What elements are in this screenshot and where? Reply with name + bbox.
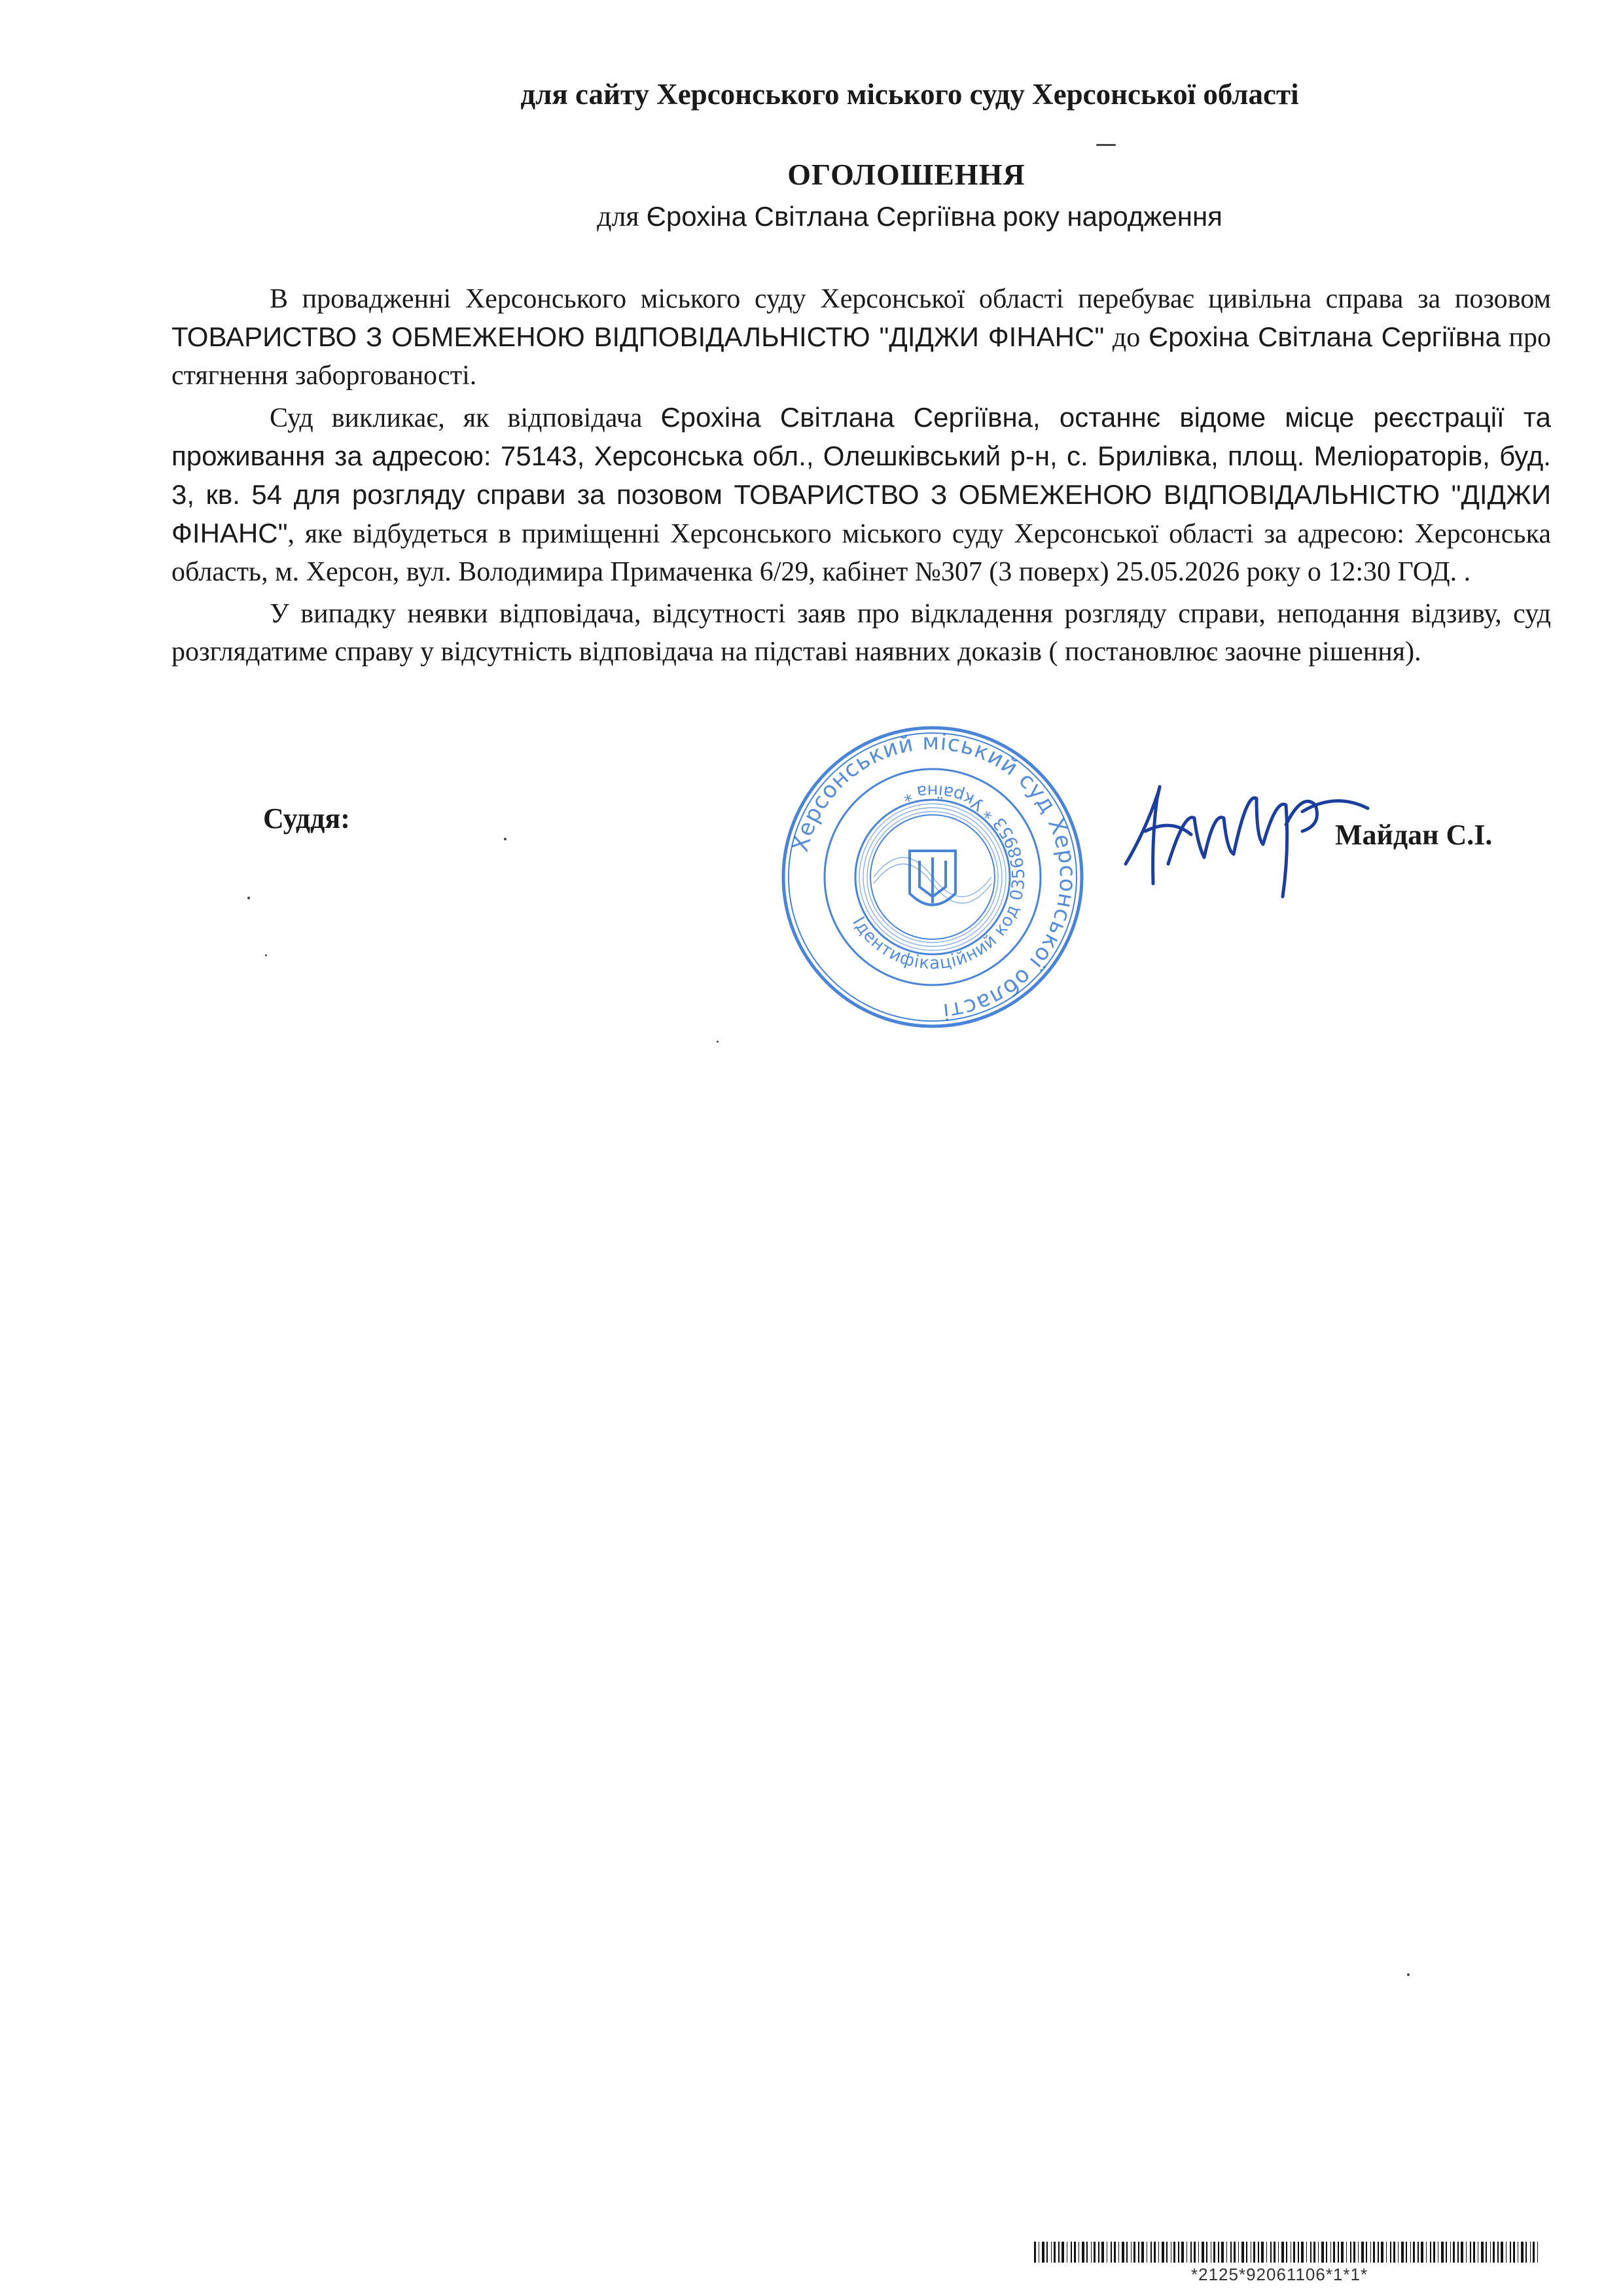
p1-text-3: про стягнення заборгованості. [171,323,1552,391]
barcode-bar [1510,2242,1511,2263]
barcode-bar [1321,2242,1324,2263]
barcode-bar [1154,2242,1156,2263]
barcode-bar [1101,2242,1104,2263]
judge-name: Майдан С.І. [1335,819,1493,851]
barcode-bar [1281,2242,1284,2263]
barcode-bar [1051,2242,1052,2263]
barcode-bar [1350,2242,1351,2263]
barcode-bar [1131,2242,1132,2263]
barcode-bar [1441,2242,1444,2263]
barcode-bar [1513,2242,1515,2263]
barcode-bar [1162,2242,1164,2263]
paragraph-summons [171,399,1551,591]
barcode-bar [1234,2242,1236,2263]
barcode-bar [1181,2242,1184,2263]
barcode-bar [1166,2242,1168,2263]
scan-speck [504,838,507,840]
p2-hearing-datetime: 25.05.2026 року о 12:30 ГОД. [1116,557,1457,587]
barcode-bar [1446,2242,1447,2263]
barcode-bar [1506,2242,1507,2263]
p2-address: 75143, Херсонська обл., Олешківський р-н, с. Брилівка, площ. Меліораторів, буд. 3, кв. 54 [171,440,1551,510]
scan-speck [247,897,250,899]
barcode-bar [1306,2242,1307,2263]
barcode-bar [1330,2242,1331,2263]
barcode-bar [1061,2242,1064,2263]
barcode-bar [1378,2242,1379,2263]
barcode-bar [1466,2242,1467,2263]
document-title: ОГОЛОШЕННЯ [787,158,1026,191]
site-header-line: для сайту Херсонського міського суду Херсонської області [520,78,1299,111]
barcode-bar [1058,2242,1060,2263]
barcode-bar [1346,2242,1347,2263]
notice-body [171,280,1551,675]
barcode-bar [1122,2242,1124,2263]
barcode-bar [1150,2242,1152,2263]
barcode-bar [1386,2242,1387,2263]
barcode-bar [1430,2242,1431,2263]
barcode-bar [1213,2242,1215,2263]
barcode-bar [1457,2242,1459,2263]
p2-text-4: , яке відбудеться в приміщенні Херсонського міського суду Херсонської області за адресою: Херсонська область, м. Херсон, вул. Володимира Примаченка 6/29, кабінет №307 (3 поверх) [171,519,1551,587]
barcode-bar [1241,2242,1244,2263]
barcode-bar [1298,2242,1299,2263]
svg-text:Херсонський міський суд Херсон: Херсонський міський суд Херсонської області [787,728,1081,1025]
p2-defendant: Єрохіна Світлана Сергіївна [660,402,1033,433]
barcode-bar [1114,2242,1116,2263]
barcode-bar [1098,2242,1099,2263]
barcode-bar [1286,2242,1287,2263]
addressee-line [0,200,1623,233]
barcode-bar [1341,2242,1344,2263]
barcode-bar [1274,2242,1275,2263]
barcode-bar [1126,2242,1128,2263]
barcode-bar [1533,2242,1535,2263]
barcode-bar [1261,2242,1264,2263]
barcode-bar [1238,2242,1239,2263]
barcode-bar [1054,2242,1056,2263]
barcode-bar [1133,2242,1135,2263]
barcode-bar [1198,2242,1199,2263]
barcode-bar [1490,2242,1491,2263]
scan-speck [1407,1973,1410,1976]
barcode-bar [1481,2242,1484,2263]
judge-signature-icon [1106,753,1381,903]
p2-text-1: Суд викликає, як відповідача [270,403,661,433]
barcode-bar [1393,2242,1395,2263]
barcode-bar [1521,2242,1524,2263]
p1-text-2: до [1104,323,1149,353]
barcode-bar [1226,2242,1227,2263]
barcode-bar [1082,2242,1084,2263]
barcode-bar [1202,2242,1204,2263]
p2-plaintiff: ТОВАРИСТВО З ОБМЕЖЕНОЮ ВІДПОВІДАЛЬНІСТЮ "ДІДЖИ ФІНАНС" [171,479,1552,548]
barcode-bar [1094,2242,1096,2263]
barcode-bar [1111,2242,1112,2263]
p1-text-1: В провадженні Херсонського міського суду Херсонської області перебуває цивільна справа за позовом [270,284,1551,314]
barcode-bar [1366,2242,1367,2263]
barcode-bar [1218,2242,1219,2263]
barcode-bar [1190,2242,1192,2263]
p2-text-3: для розгляду справи за позовом [282,479,734,510]
barcode-bar [1501,2242,1503,2263]
barcode-bar [1473,2242,1475,2263]
barcode-bar [1246,2242,1247,2263]
barcode-bar [1398,2242,1399,2263]
barcode-bar [1086,2242,1088,2263]
barcode-bar [1421,2242,1423,2263]
barcode-bar [1361,2242,1364,2263]
barcode-bar [1178,2242,1179,2263]
barcode-bar [1074,2242,1076,2263]
barcode-bar [1034,2242,1036,2263]
p1-defendant: Єрохіна Світлана Сергіївна [1148,321,1501,352]
barcode-bar [1270,2242,1272,2263]
p1-plaintiff: ТОВАРИСТВО З ОБМЕЖЕНОЮ ВІДПОВІДАЛЬНІСТЮ "ДІДЖИ ФІНАНС" [171,321,1105,352]
barcode-bar [1158,2242,1159,2263]
barcode-bar [1258,2242,1259,2263]
barcode-bar [1390,2242,1391,2263]
barcode-bar [1450,2242,1451,2263]
barcode-bar [1418,2242,1419,2263]
paragraph-proceedings [171,280,1551,395]
barcode-bar [1470,2242,1471,2263]
barcode-bar [1326,2242,1327,2263]
judge-label: Суддя: [263,802,350,834]
barcode-bar [1373,2242,1375,2263]
barcode-bar [1453,2242,1455,2263]
barcode-bar [1318,2242,1319,2263]
barcode-bar [1353,2242,1355,2263]
barcode-bar [1486,2242,1487,2263]
barcode-bar [1266,2242,1267,2263]
scan-speck [717,1041,719,1043]
paragraph-default: У випадку неявки відповідача, відсутності заяв про відкладення розгляду справи, неподання відзиву, суд розглядатиме справу у відсутність відповідача на підставі наявних доказів ( постановлює заочне рішення). [171,599,1551,667]
scan-speck [265,954,267,956]
barcode-bar [1406,2242,1407,2263]
barcode-bar [1141,2242,1144,2263]
barcode-bar [1206,2242,1207,2263]
barcode-bar [1230,2242,1232,2263]
barcode-icon [1034,2242,1538,2263]
barcode-bar [1461,2242,1463,2263]
addressee-suffix: року народження [1003,201,1222,232]
scan-speck [1096,144,1116,146]
barcode-bar [1173,2242,1175,2263]
barcode-bar [1370,2242,1371,2263]
barcode-bar [1410,2242,1411,2263]
barcode-bar [1091,2242,1092,2263]
barcode-number: *2125*92061106*1*1* [1191,2265,1368,2284]
barcode-bar [1493,2242,1495,2263]
barcode-bar [1253,2242,1255,2263]
barcode-bar [1138,2242,1139,2263]
barcode-bar [1401,2242,1404,2263]
barcode-bar [1525,2242,1527,2263]
p2-text-5: . [1457,557,1471,587]
addressee-name: Єрохіна Світлана Сергіївна [646,201,996,232]
barcode-bar [1071,2242,1072,2263]
barcode-bar [1118,2242,1119,2263]
barcode-bar [1338,2242,1339,2263]
barcode-bar [1433,2242,1435,2263]
barcode-bar [1358,2242,1359,2263]
barcode-bar [1042,2242,1044,2263]
barcode-bar [1046,2242,1048,2263]
barcode-bar [1381,2242,1383,2263]
barcode-bar [1426,2242,1427,2263]
barcode-bar [1537,2242,1538,2263]
barcode-bar [1310,2242,1311,2263]
barcode-bar [1221,2242,1224,2263]
barcode-bar [1530,2242,1531,2263]
barcode-bar [1313,2242,1315,2263]
svg-text:Ідентифікаційний код 03568953: Ідентифікаційний код 03568953 * Україна * [848,780,1029,974]
barcode-bar [1293,2242,1295,2263]
barcode-bar [1333,2242,1335,2263]
barcode-bar [1301,2242,1304,2263]
barcode-bar [1278,2242,1279,2263]
barcode-bar [1413,2242,1415,2263]
barcode-bar [1186,2242,1187,2263]
addressee-prefix: для [597,200,639,232]
barcode-bar [1497,2242,1499,2263]
p2-text-2: , останнє відоме місце реєстрації та проживання за адресою: [171,402,1552,471]
barcode-bar [1194,2242,1196,2263]
court-seal-icon [776,720,1090,1034]
